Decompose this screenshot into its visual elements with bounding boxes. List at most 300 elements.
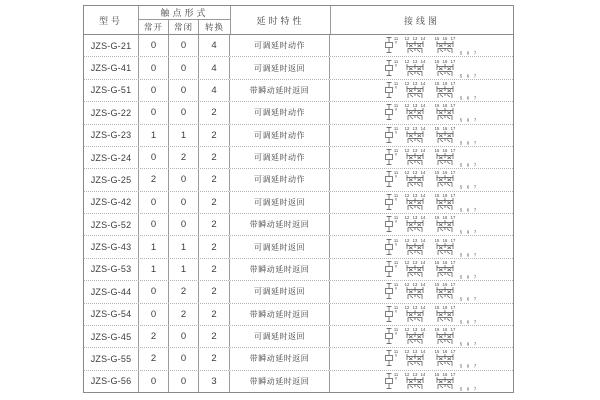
model-cell: JZS-G-52 [84,214,139,235]
wiring-diagram [382,80,482,101]
svg-text:14: 14 [420,237,426,243]
svg-text:5: 5 [459,73,463,79]
svg-text:11: 11 [393,304,399,310]
normally-open-cell: 0 [139,371,169,392]
model-cell: JZS-G-41 [84,57,139,78]
svg-text:12: 12 [404,80,410,86]
table-row [84,35,513,57]
normally-open-cell: 0 [139,35,169,56]
svg-text:5: 5 [459,386,463,392]
delay-characteristic-cell: 带瞬动延时返回 [230,304,330,325]
normally-closed-cell: 0 [169,348,199,369]
normally-closed-cell: 0 [169,102,199,123]
svg-text:11: 11 [393,125,399,131]
normally-open-cell: 0 [139,57,169,78]
delay-characteristic-cell: 可调延时返回 [230,236,330,257]
svg-text:6: 6 [466,363,470,369]
svg-text:7: 7 [473,140,477,146]
svg-text:12: 12 [404,103,410,109]
svg-text:14: 14 [420,36,426,42]
svg-text:11: 11 [393,371,399,377]
svg-text:6: 6 [466,296,470,302]
svg-text:12: 12 [404,192,410,198]
svg-text:6: 6 [466,341,470,347]
svg-text:12: 12 [404,327,410,333]
svg-text:17: 17 [450,58,456,64]
wiring-diagram-cell [330,348,513,369]
svg-text:17: 17 [450,103,456,109]
normally-open-cell: 1 [139,236,169,257]
wiring-diagram-cell [330,80,513,101]
svg-text:11: 11 [393,170,399,176]
svg-text:5: 5 [459,95,463,101]
delay-characteristic-cell: 可调延时返回 [230,281,330,302]
svg-text:15: 15 [434,259,440,265]
svg-text:15: 15 [434,36,440,42]
normally-closed-cell: 0 [169,169,199,190]
svg-text:11: 11 [393,215,399,221]
normally-open-cell: 0 [139,281,169,302]
delay-characteristic-cell: 可调延时动作 [230,102,330,123]
normally-closed-cell: 0 [169,326,199,347]
svg-text:16: 16 [442,349,448,355]
normally-open-cell: 2 [139,348,169,369]
wiring-diagram [382,102,482,123]
wiring-diagram [382,281,482,302]
svg-text:11: 11 [393,58,399,64]
wiring-diagram [382,259,482,280]
delay-characteristic-cell: 带瞬动延时返回 [230,348,330,369]
svg-text:7: 7 [473,341,477,347]
wiring-diagram-cell [330,214,513,235]
svg-text:17: 17 [450,125,456,131]
svg-text:15: 15 [434,103,440,109]
delay-characteristic-cell: 带瞬动延时返回 [230,371,330,392]
table-row [84,371,513,392]
svg-text:5: 5 [459,184,463,190]
svg-text:11: 11 [393,103,399,109]
svg-text:7: 7 [473,184,477,190]
wiring-diagram [382,125,482,146]
wiring-diagram-cell [330,371,513,392]
svg-text:5: 5 [459,50,463,56]
svg-text:12: 12 [404,237,410,243]
svg-text:16: 16 [442,192,448,198]
svg-text:14: 14 [420,170,426,176]
normally-open-cell: 0 [139,214,169,235]
svg-text:17: 17 [450,148,456,154]
svg-text:7: 7 [473,386,477,392]
wiring-diagram [382,192,482,213]
svg-text:6: 6 [466,252,470,258]
table-body [84,35,513,392]
normally-closed-cell: 0 [169,192,199,213]
changeover-cell: 2 [199,169,230,190]
svg-text:13: 13 [412,371,418,377]
svg-text:16: 16 [442,125,448,131]
normally-closed-cell: 0 [169,371,199,392]
svg-text:17: 17 [450,170,456,176]
svg-text:12: 12 [404,371,410,377]
delay-characteristic-cell: 可调延时动作 [230,35,330,56]
normally-open-cell: 2 [139,169,169,190]
table-row [84,236,513,258]
changeover-cell: 2 [199,125,230,146]
svg-text:17: 17 [450,259,456,265]
svg-text:7: 7 [473,117,477,123]
table-header [84,6,513,35]
svg-text:7: 7 [473,319,477,325]
svg-text:16: 16 [442,282,448,288]
normally-closed-cell: 0 [169,80,199,101]
changeover-cell: 4 [199,57,230,78]
svg-text:5: 5 [459,207,463,213]
svg-text:6: 6 [466,229,470,235]
wiring-diagram-cell [330,304,513,325]
svg-text:12: 12 [404,125,410,131]
svg-text:7: 7 [473,50,477,56]
svg-text:13: 13 [412,215,418,221]
model-cell: JZS-G-54 [84,304,139,325]
svg-text:7: 7 [473,162,477,168]
changeover-cell: 3 [199,371,230,392]
svg-text:16: 16 [442,80,448,86]
svg-text:17: 17 [450,36,456,42]
svg-text:16: 16 [442,371,448,377]
changeover-cell: 2 [199,214,230,235]
table-row [84,259,513,281]
header-contact-subrow [139,20,230,34]
normally-closed-cell: 1 [169,125,199,146]
svg-text:13: 13 [412,36,418,42]
table-row [84,214,513,236]
wiring-diagram-cell [330,35,513,56]
model-cell: JZS-G-24 [84,147,139,168]
svg-text:12: 12 [404,148,410,154]
svg-text:6: 6 [466,140,470,146]
svg-text:13: 13 [412,304,418,310]
wiring-diagram-cell [330,147,513,168]
svg-text:16: 16 [442,36,448,42]
svg-text:5: 5 [459,296,463,302]
svg-text:14: 14 [420,192,426,198]
svg-text:11: 11 [393,192,399,198]
svg-text:15: 15 [434,80,440,86]
svg-text:7: 7 [473,73,477,79]
svg-text:16: 16 [442,58,448,64]
svg-text:7: 7 [473,363,477,369]
svg-text:11: 11 [393,282,399,288]
wiring-diagram [382,169,482,190]
svg-text:6: 6 [466,162,470,168]
svg-text:14: 14 [420,58,426,64]
normally-closed-cell: 1 [169,259,199,280]
delay-characteristic-cell: 可调延时动作 [230,169,330,190]
wiring-diagram [382,237,482,258]
model-cell: JZS-G-44 [84,281,139,302]
svg-text:15: 15 [434,170,440,176]
normally-closed-cell: 2 [169,304,199,325]
wiring-diagram [382,214,482,235]
svg-text:6: 6 [466,95,470,101]
wiring-diagram-cell [330,125,513,146]
changeover-cell: 2 [199,304,230,325]
svg-text:13: 13 [412,148,418,154]
svg-text:15: 15 [434,327,440,333]
svg-text:14: 14 [420,327,426,333]
svg-text:13: 13 [412,192,418,198]
svg-text:5: 5 [459,341,463,347]
wiring-diagram [382,58,482,79]
svg-text:14: 14 [420,304,426,310]
model-cell: JZS-G-53 [84,259,139,280]
normally-open-cell: 1 [139,125,169,146]
svg-text:17: 17 [450,304,456,310]
model-cell: JZS-G-42 [84,192,139,213]
normally-open-cell: 0 [139,192,169,213]
svg-text:15: 15 [434,215,440,221]
header-contact-form-group [139,6,231,34]
table-row [84,169,513,191]
svg-text:5: 5 [459,363,463,369]
svg-text:13: 13 [412,259,418,265]
table-row [84,304,513,326]
model-cell: JZS-G-55 [84,348,139,369]
delay-characteristic-cell: 可调延时动作 [230,147,330,168]
svg-text:15: 15 [434,125,440,131]
svg-text:11: 11 [393,148,399,154]
svg-text:14: 14 [420,125,426,131]
svg-text:7: 7 [473,252,477,258]
delay-characteristic-cell: 可调延时返回 [230,326,330,347]
wiring-diagram [382,348,482,369]
svg-text:11: 11 [393,259,399,265]
svg-text:15: 15 [434,237,440,243]
changeover-cell: 2 [199,259,230,280]
changeover-cell: 2 [199,281,230,302]
normally-closed-cell: 2 [169,281,199,302]
changeover-cell: 2 [199,326,230,347]
normally-open-cell: 0 [139,80,169,101]
wiring-diagram [382,147,482,168]
svg-text:15: 15 [434,148,440,154]
normally-open-cell: 0 [139,304,169,325]
svg-text:13: 13 [412,103,418,109]
model-cell: JZS-G-22 [84,102,139,123]
svg-text:12: 12 [404,170,410,176]
svg-text:14: 14 [420,80,426,86]
svg-text:6: 6 [466,184,470,190]
model-cell: JZS-G-51 [84,80,139,101]
svg-text:17: 17 [450,80,456,86]
changeover-cell: 4 [199,80,230,101]
svg-text:11: 11 [393,327,399,333]
svg-text:17: 17 [450,215,456,221]
wiring-diagram-cell [330,236,513,257]
svg-text:13: 13 [412,125,418,131]
svg-text:14: 14 [420,259,426,265]
svg-text:11: 11 [393,80,399,86]
svg-text:13: 13 [412,282,418,288]
svg-text:15: 15 [434,192,440,198]
normally-closed-cell: 0 [169,214,199,235]
wiring-diagram-cell [330,259,513,280]
svg-text:11: 11 [393,349,399,355]
svg-text:11: 11 [393,237,399,243]
svg-text:15: 15 [434,304,440,310]
table-row [84,102,513,124]
normally-closed-cell: 0 [169,35,199,56]
changeover-cell: 2 [199,348,230,369]
header-wiring-diagram: 接线图 [403,15,440,26]
model-cell: JZS-G-23 [84,125,139,146]
svg-text:6: 6 [466,274,470,280]
model-cell: JZS-G-25 [84,169,139,190]
header-normally-closed: 常闭 [169,20,199,34]
delay-characteristic-cell: 带瞬动延时返回 [230,259,330,280]
svg-text:12: 12 [404,58,410,64]
header-contact-form: 触点形式 [139,6,230,20]
svg-text:13: 13 [412,237,418,243]
table-row [84,192,513,214]
changeover-cell: 2 [199,192,230,213]
svg-text:5: 5 [459,162,463,168]
wiring-diagram [382,304,482,325]
model-cell: JZS-G-45 [84,326,139,347]
header-delay-characteristic: 延时特性 [231,6,331,34]
wiring-diagram-cell [330,169,513,190]
svg-text:16: 16 [442,259,448,265]
svg-text:17: 17 [450,237,456,243]
normally-closed-cell: 1 [169,236,199,257]
table-row [84,348,513,370]
svg-text:14: 14 [420,282,426,288]
svg-text:12: 12 [404,36,410,42]
svg-text:12: 12 [404,304,410,310]
svg-text:15: 15 [434,58,440,64]
wiring-diagram [382,326,482,347]
svg-text:5: 5 [459,274,463,280]
normally-open-cell: 0 [139,102,169,123]
svg-text:5: 5 [459,117,463,123]
svg-text:7: 7 [473,95,477,101]
svg-text:17: 17 [450,327,456,333]
svg-text:5: 5 [459,319,463,325]
svg-text:6: 6 [466,319,470,325]
header-changeover: 转换 [204,22,224,32]
wiring-diagram-cell [330,57,513,78]
svg-text:14: 14 [420,103,426,109]
model-cell: JZS-G-43 [84,236,139,257]
svg-text:16: 16 [442,215,448,221]
model-cell: JZS-G-21 [84,35,139,56]
svg-text:7: 7 [473,207,477,213]
normally-open-cell: 0 [139,147,169,168]
normally-closed-cell: 0 [169,57,199,78]
svg-text:15: 15 [434,282,440,288]
wiring-diagram-cell [330,281,513,302]
delay-characteristic-cell: 可调延时动作 [230,125,330,146]
svg-text:5: 5 [459,140,463,146]
svg-text:17: 17 [450,349,456,355]
table-row [84,57,513,79]
svg-text:13: 13 [412,349,418,355]
svg-text:6: 6 [466,73,470,79]
svg-text:7: 7 [473,229,477,235]
table-row [84,326,513,348]
relay-spec-table [83,5,514,393]
svg-text:6: 6 [466,386,470,392]
svg-text:12: 12 [404,259,410,265]
normally-closed-cell: 2 [169,147,199,168]
wiring-diagram [382,35,482,56]
svg-text:12: 12 [404,215,410,221]
svg-text:14: 14 [420,371,426,377]
svg-text:7: 7 [473,274,477,280]
changeover-cell: 2 [199,102,230,123]
svg-text:13: 13 [412,327,418,333]
delay-characteristic-cell: 可调延时返回 [230,192,330,213]
wiring-diagram-cell [330,102,513,123]
svg-text:11: 11 [393,36,399,42]
svg-text:15: 15 [434,371,440,377]
svg-text:17: 17 [450,371,456,377]
svg-text:14: 14 [420,148,426,154]
delay-characteristic-cell: 可调延时返回 [230,57,330,78]
svg-text:13: 13 [412,58,418,64]
svg-text:14: 14 [420,349,426,355]
normally-open-cell: 2 [139,326,169,347]
svg-text:5: 5 [459,229,463,235]
svg-text:16: 16 [442,304,448,310]
wiring-diagram-cell [330,192,513,213]
svg-text:13: 13 [412,80,418,86]
svg-text:6: 6 [466,117,470,123]
wiring-diagram [382,371,482,392]
svg-text:17: 17 [450,192,456,198]
svg-text:15: 15 [434,349,440,355]
svg-text:17: 17 [450,282,456,288]
changeover-cell: 4 [199,35,230,56]
delay-characteristic-cell: 带瞬动延时返回 [230,80,330,101]
table-row [84,125,513,147]
table-row [84,281,513,303]
svg-text:16: 16 [442,103,448,109]
svg-text:16: 16 [442,237,448,243]
svg-text:7: 7 [473,296,477,302]
svg-text:16: 16 [442,327,448,333]
header-normally-open: 常开 [139,20,169,34]
table-row [84,147,513,169]
changeover-cell: 2 [199,147,230,168]
changeover-cell: 2 [199,236,230,257]
svg-text:12: 12 [404,349,410,355]
svg-text:14: 14 [420,215,426,221]
svg-text:13: 13 [412,170,418,176]
delay-characteristic-cell: 带瞬动延时返回 [230,214,330,235]
svg-text:6: 6 [466,207,470,213]
svg-text:16: 16 [442,148,448,154]
model-cell: JZS-G-56 [84,371,139,392]
table-row [84,80,513,102]
header-model: 型号 [84,6,139,34]
svg-text:16: 16 [442,170,448,176]
wiring-diagram-cell [330,326,513,347]
svg-text:5: 5 [459,252,463,258]
normally-open-cell: 1 [139,259,169,280]
svg-text:12: 12 [404,282,410,288]
svg-text:6: 6 [466,50,470,56]
